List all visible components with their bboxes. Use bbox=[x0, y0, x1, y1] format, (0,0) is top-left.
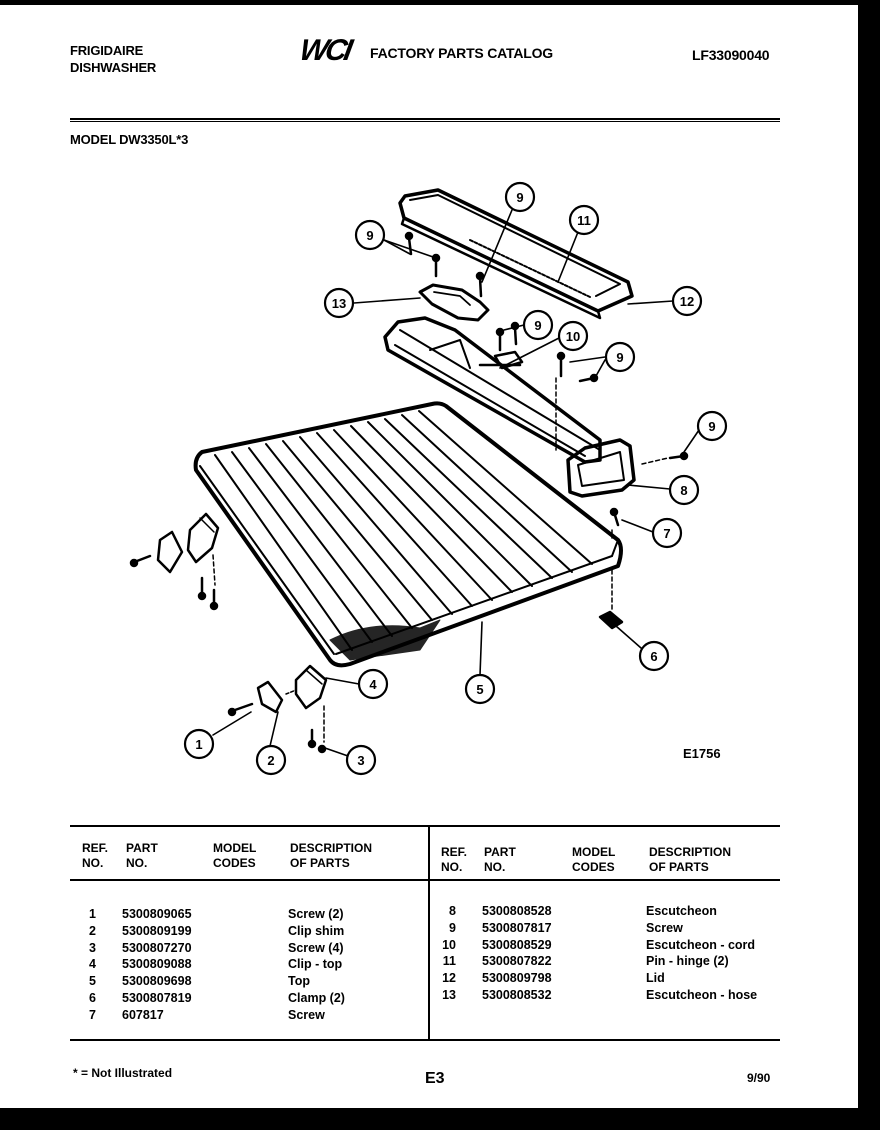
col-part-no-right bbox=[484, 845, 516, 875]
callout-6 bbox=[640, 642, 668, 670]
wci-logo: WCI bbox=[297, 34, 353, 67]
svg-text:2: 2 bbox=[267, 753, 275, 768]
ref-number: 5 bbox=[89, 974, 96, 989]
brand-name: FRIGIDAIRE bbox=[70, 43, 144, 58]
figure-id: E1756 bbox=[683, 746, 721, 761]
col-part-no bbox=[126, 841, 158, 871]
col-label: NO. bbox=[441, 860, 463, 874]
part-number: 607817 bbox=[122, 1007, 164, 1022]
part-description: Clip - top bbox=[288, 957, 343, 972]
ref-number: 13 bbox=[442, 988, 456, 1002]
part-description: Screw bbox=[646, 920, 683, 935]
svg-text:3: 3 bbox=[357, 753, 365, 768]
part-number: 5300809798 bbox=[482, 971, 552, 986]
ref-number: 7 bbox=[89, 1007, 96, 1022]
revision-date: 9/90 bbox=[747, 1071, 771, 1085]
part-description: Top bbox=[288, 974, 310, 989]
callout-10 bbox=[559, 322, 587, 350]
leader-lines bbox=[213, 210, 699, 756]
svg-text:9: 9 bbox=[534, 318, 542, 333]
callout-9 bbox=[506, 183, 534, 211]
svg-text:9: 9 bbox=[366, 228, 374, 243]
col-model-codes bbox=[213, 841, 256, 871]
callouts bbox=[185, 183, 726, 774]
callout-7 bbox=[653, 519, 681, 547]
svg-text:9: 9 bbox=[516, 190, 524, 205]
col-label: REF. bbox=[441, 845, 468, 859]
svg-text:12: 12 bbox=[679, 294, 695, 309]
svg-text:5: 5 bbox=[476, 682, 484, 697]
col-label: MODEL bbox=[213, 841, 257, 855]
ref-number: 6 bbox=[89, 991, 96, 1005]
top-part bbox=[196, 403, 621, 665]
callout-9 bbox=[698, 412, 726, 440]
part-number: 5300807822 bbox=[482, 954, 552, 969]
callout-9 bbox=[356, 221, 384, 249]
model-number: MODEL DW3350L*3 bbox=[70, 132, 189, 147]
front-clip-assembly bbox=[229, 666, 326, 752]
svg-text:6: 6 bbox=[650, 649, 658, 664]
col-label: NO. bbox=[484, 860, 506, 874]
part-number: 5300809698 bbox=[122, 974, 192, 989]
col-description-right bbox=[649, 845, 731, 875]
callout-11 bbox=[570, 206, 598, 234]
svg-text:7: 7 bbox=[663, 526, 671, 541]
part-description: Escutcheon - hose bbox=[646, 988, 758, 1002]
callout-13 bbox=[325, 289, 353, 317]
part-number: 5300809088 bbox=[122, 957, 192, 972]
not-illustrated-note: * = Not Illustrated bbox=[73, 1066, 173, 1080]
ref-number: 11 bbox=[442, 954, 456, 969]
part-description: Escutcheon bbox=[646, 904, 717, 918]
callout-5 bbox=[466, 675, 494, 703]
part-number: 5300807817 bbox=[482, 920, 552, 935]
svg-text:11: 11 bbox=[577, 213, 591, 228]
part-description: Clamp (2) bbox=[288, 991, 345, 1005]
part-number: 5300808528 bbox=[482, 904, 552, 918]
col-label: OF PARTS bbox=[290, 856, 350, 870]
col-label: NO. bbox=[126, 856, 148, 870]
table-header-rule bbox=[70, 879, 780, 881]
callout-4 bbox=[359, 670, 387, 698]
part-description: Clip shim bbox=[288, 923, 345, 938]
part-description: Lid bbox=[646, 971, 665, 986]
svg-text:9: 9 bbox=[708, 419, 716, 434]
table-column-divider bbox=[428, 827, 430, 1041]
col-label: OF PARTS bbox=[649, 860, 709, 874]
col-label: REF. bbox=[82, 841, 109, 855]
table-top-rule bbox=[70, 825, 780, 827]
part-description: Screw (2) bbox=[288, 907, 344, 921]
part-number: 5300809199 bbox=[122, 923, 192, 938]
svg-text:8: 8 bbox=[680, 483, 688, 498]
callout-9 bbox=[524, 311, 552, 339]
callout-9 bbox=[606, 343, 634, 371]
part-number: 5300809065 bbox=[122, 907, 192, 921]
product-type: DISHWASHER bbox=[70, 60, 157, 75]
document-number: LF33090040 bbox=[692, 47, 770, 63]
ref-number: 8 bbox=[449, 904, 456, 918]
col-ref-no bbox=[82, 841, 108, 871]
page-number: E3 bbox=[425, 1070, 445, 1087]
col-description bbox=[290, 841, 372, 871]
part-description: Pin - hinge (2) bbox=[646, 954, 729, 969]
col-ref-no-right bbox=[441, 845, 467, 875]
part-number: 5300808532 bbox=[482, 988, 552, 1002]
ref-number: 10 bbox=[442, 937, 456, 952]
ref-number: 9 bbox=[449, 920, 456, 935]
ref-number: 2 bbox=[89, 923, 96, 938]
ref-number: 12 bbox=[442, 971, 456, 986]
ref-number: 1 bbox=[89, 907, 96, 921]
col-label: NO. bbox=[82, 856, 104, 870]
clamp-part bbox=[600, 570, 622, 628]
svg-text:10: 10 bbox=[565, 329, 581, 344]
ref-number: 4 bbox=[89, 957, 96, 972]
screws bbox=[406, 233, 687, 540]
col-label: CODES bbox=[213, 856, 256, 870]
col-label: DESCRIPTION bbox=[290, 841, 373, 855]
col-label: DESCRIPTION bbox=[649, 845, 732, 859]
svg-text:1: 1 bbox=[195, 737, 203, 752]
col-label: PART bbox=[126, 841, 158, 855]
callout-1 bbox=[185, 730, 213, 758]
callout-3 bbox=[347, 746, 375, 774]
svg-text:4: 4 bbox=[369, 677, 377, 692]
part-description: Escutcheon - cord bbox=[646, 937, 756, 952]
col-label: CODES bbox=[572, 860, 615, 874]
col-label: MODEL bbox=[572, 845, 616, 859]
part-description: Screw (4) bbox=[288, 940, 344, 955]
part-number: 5300807819 bbox=[122, 991, 192, 1005]
part-number: 5300808529 bbox=[482, 937, 552, 952]
ref-number: 3 bbox=[89, 940, 96, 955]
rear-clip-assembly bbox=[131, 514, 218, 609]
part-description: Screw bbox=[288, 1007, 325, 1022]
part-number: 5300807270 bbox=[122, 940, 192, 955]
catalog-title: FACTORY PARTS CATALOG bbox=[370, 45, 553, 61]
col-model-codes-right bbox=[572, 845, 615, 875]
table-bottom-rule bbox=[70, 1039, 780, 1041]
callout-12 bbox=[673, 287, 701, 315]
escutcheon-hose-part bbox=[420, 285, 488, 320]
callout-8 bbox=[670, 476, 698, 504]
callout-2 bbox=[257, 746, 285, 774]
svg-text:13: 13 bbox=[331, 296, 347, 311]
svg-text:9: 9 bbox=[616, 350, 624, 365]
col-label: PART bbox=[484, 845, 516, 859]
